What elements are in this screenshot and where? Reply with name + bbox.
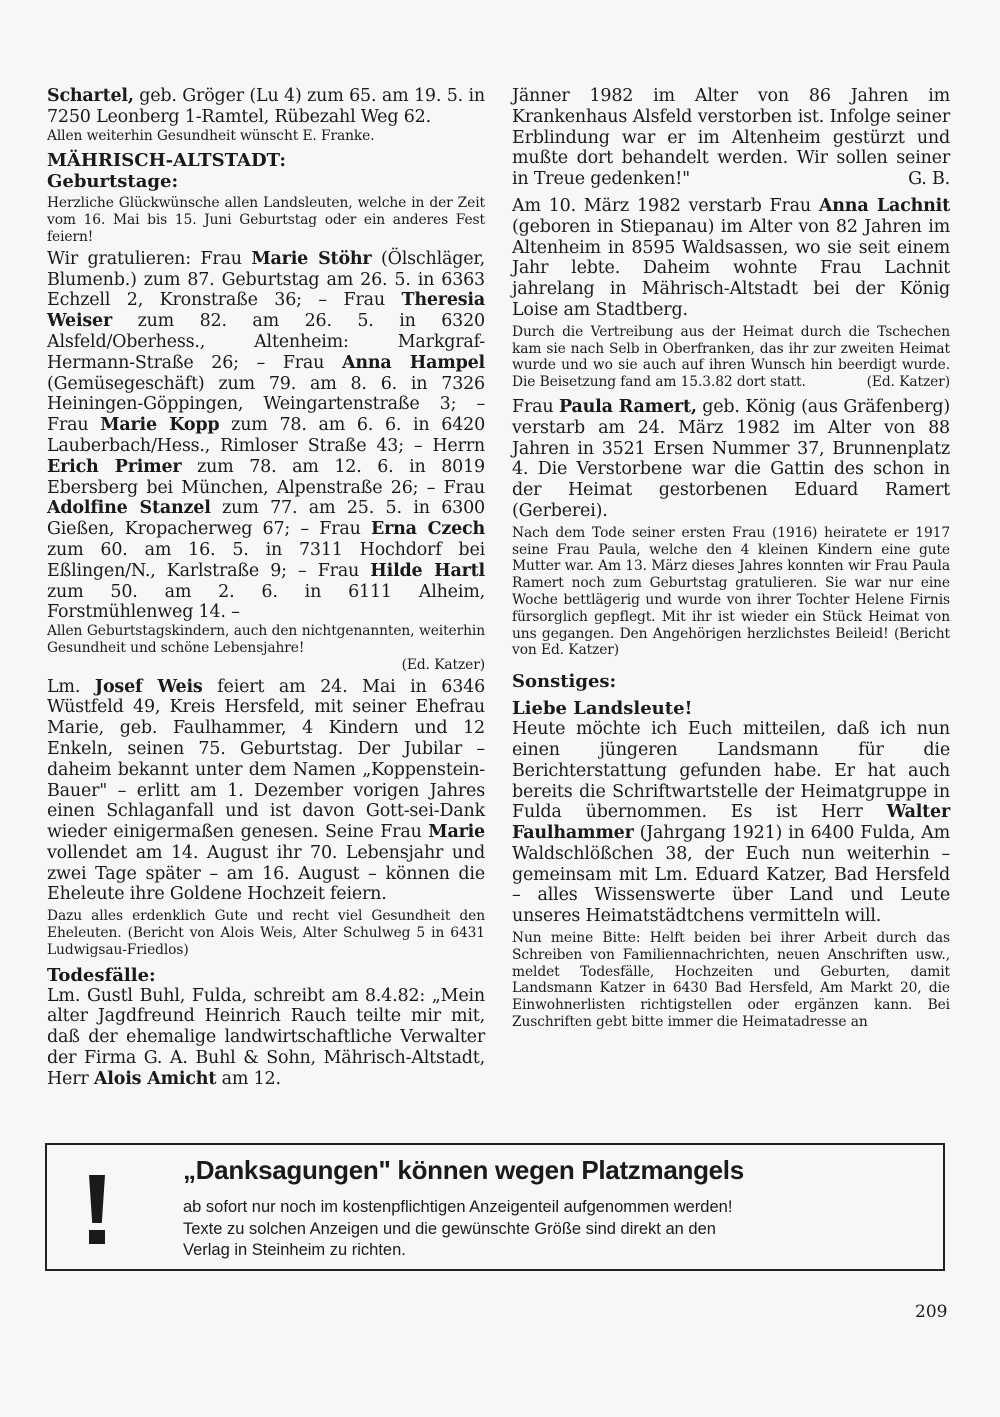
person-name: Alois Amicht bbox=[93, 1068, 217, 1089]
notice-box bbox=[45, 1143, 945, 1271]
deaths-heading: Todesfälle: bbox=[47, 964, 156, 986]
entry-text: (Jahrgang 1921) in 6400 Fulda, Am Waldschlößchen 38, der Euch nun weiterhin – gemeinsam mit Lm. Eduard Katzer, Bad Hersfeld – alles Wissenswerte über Land und Leute unseres Heimatstädtchens vermitteln will. bbox=[512, 823, 950, 927]
lachnit-entry bbox=[512, 196, 950, 321]
entry-text: geb. König (aus Gräfenberg) verstarb am 24. März 1982 im Alter von 88 Jahren in 3521 Ersen Nummer 37, Brunnenplatz 4. Die Verstorbene war die Gattin des schon in der Heimat gestorbenen Eduard Ramert (Gerberei). bbox=[512, 396, 950, 521]
entry-text: zum 78. am 6. 6. in 6420 Lauberbach/Hess., Rimloser Straße 43; – Herrn bbox=[47, 415, 486, 456]
entry-text: am 12. bbox=[216, 1068, 281, 1089]
entry-text: zum 82. am 26. 5. in 6320 Alsfeld/Oberhess., Altenheim: Markgraf-Hermann-Straße 26; – Frau bbox=[47, 311, 485, 373]
birthdays-closing-signature: (Ed. Katzer) bbox=[401, 656, 485, 673]
person-name: Anna Hampel bbox=[341, 352, 485, 373]
letter-body bbox=[512, 719, 950, 927]
intro-entry bbox=[47, 86, 485, 128]
entry-text: zum 50. am 2. 6. in 6111 Alheim, Forstmühlenweg 14. – bbox=[47, 581, 485, 623]
entry-text: feiert am 24. Mai in 6346 Wüstfeld 49, Kreis Hersfeld, mit seiner Ehefrau Marie, geb. Faulhammer, 4 Kindern und 12 Enkeln, seinen 75. Geburtstag. Der Jubilar – daheim bekannt unter dem Namen „Koppenstein-Bauer" – erlitt am 1. Dezember vorigen Jahres einen Schlaganfall und ist davon Gott-sei-Dank wieder einigermaßen genesen. Seine Frau bbox=[47, 676, 486, 843]
birthdays-list bbox=[47, 249, 485, 623]
entry-text: zum 78. am 12. 6. in 8019 Ebersberg bei München, Alpenstraße 26; – Frau bbox=[47, 456, 485, 498]
entry-text: (geboren in Stiepanau) im Alter von 82 Jahren im Altenheim in 8595 Waldsassen, wo sie seit einem Jahr lebte. Daheim wohnte Frau Lachnit jahrelang in Mährisch-Altstadt bei der König Loise am Stadtberg. bbox=[512, 216, 950, 320]
entry-text: vollendet am 14. August ihr 70. Lebensjahr und zwei Tage später – am 16. August – können die Eheleute ihre Goldene Hochzeit feiern. bbox=[47, 842, 485, 905]
entry-text: zum 77. am 25. 5. in 6300 Gießen, Kropacherweg 67; – Frau bbox=[47, 498, 485, 540]
notice-body bbox=[183, 1197, 732, 1262]
entry-text: (Gemüsegeschäft) zum 79. am 8. 6. in 7326 Heiningen-Göppingen, Weingartenstraße 3; – Frau bbox=[47, 373, 485, 436]
birthdays-intro: Herzliche Glückwünsche allen Landsleuten, welche in der Zeit vom 16. Mai bis 15. Juni Geburtstag oder ein anderes Fest feiern! bbox=[47, 195, 485, 245]
entry-text: Frau bbox=[512, 396, 559, 417]
entry-text: Lm. bbox=[47, 676, 95, 697]
person-name: Marie Stöhr bbox=[251, 248, 372, 269]
page-number: 209 bbox=[915, 1302, 948, 1322]
person-name: Erich Primer bbox=[47, 456, 182, 477]
entry-text: geb. Gröger (Lu 4) zum 65. am 19. 5. in 7250 Leonberg 1-Ramtel, Rübezahl Weg 62. bbox=[47, 86, 485, 127]
person-name: Theresia Weiser bbox=[47, 290, 485, 332]
person-name: Marie bbox=[428, 822, 485, 843]
person-name: Josef Weis bbox=[94, 676, 203, 697]
ramert-note: Nach dem Tode seiner ersten Frau (1916) heiratete er 1917 seine Frau Paula, welche den 4 kleinen Kindern eine gute Mutter war. Am 13. März dieses Jahres konnten wir Frau Paula Ramert noch zum Geburtstag gratulieren. Sie war nur eine Woche bettlägerig und wurde von ihrer Tochter Helene Firnis fürsorglich gepflegt. Mit ihr ist wieder ein Stück Heimat von uns gegangen. Den Angehörigen herzlichstes Beileid! (Bericht von Ed. Katzer) bbox=[512, 524, 950, 659]
letter-note: Nun meine Bitte: Helft beiden bei ihrer Arbeit durch das Schreiben von Familiennachrichten, neuen Anschriften usw., meldet Todesfälle, Hochzeiten und Geburten, damit Landsmann Katzer in 6430 Bad Hersfeld, Am Markt 20, die Einwohnerlisten richtigstellen oder ergänzen kann. Bei Zuschriften gebt bitte immer die Heimatadresse an bbox=[512, 930, 950, 1031]
closing-text: Allen Geburtstagskindern, auch den nichtgenannten, weiterhin Gesundheit und schöne Lebensjahre! bbox=[47, 623, 485, 656]
person-name: Erna Czech bbox=[370, 519, 486, 540]
entry-text: Am 10. März 1982 verstarb Frau bbox=[512, 195, 819, 216]
intro-note: Allen weiterhin Gesundheit wünscht E. Franke. bbox=[47, 127, 375, 144]
person-name: Anna Lachnit bbox=[818, 195, 950, 216]
birthdays-heading: Geburtstage: bbox=[47, 171, 179, 193]
entry-text: Heute möchte ich Euch mitteilen, daß ich nun einen jüngeren Landsmann für die Berichterstattung gefunden habe. Er hat auch bereits die Schriftwartstelle der Heimatgruppe in Fulda übernommen. Es ist Herr bbox=[512, 719, 950, 823]
person-name: Marie Kopp bbox=[100, 415, 220, 436]
entry-text: zum 60. am 16. 5. in 7311 Hochdorf bei Eßlingen/N., Karlstraße 9; – Frau bbox=[47, 539, 485, 581]
ramert-entry bbox=[512, 397, 950, 522]
person-name: Hilde Hartl bbox=[370, 560, 485, 581]
notice-line: ab sofort nur noch im kostenpflichtigen Anzeigenteil aufgenommen werden! bbox=[183, 1198, 733, 1216]
notice-line: Verlag in Steinheim zu richten. bbox=[183, 1241, 406, 1259]
misc-heading: Sonstiges: bbox=[512, 671, 617, 693]
section-title: MÄHRISCH-ALTSTADT: bbox=[47, 150, 287, 172]
entry-text: Wir gratulieren: Frau bbox=[47, 248, 252, 269]
person-name: Adolfine Stanzel bbox=[47, 498, 211, 519]
entry-text: (Ölschläger, Blumenb.) zum 87. Geburtstag am 26. 5. in 6363 Echzell 2, Kronstraße 36; – Frau bbox=[47, 248, 486, 311]
weis-entry bbox=[47, 677, 485, 906]
deaths-entry bbox=[47, 986, 485, 1090]
person-name: Walter Faulhammer bbox=[512, 802, 950, 844]
letter-heading: Liebe Landsleute! bbox=[512, 698, 693, 720]
weis-note: Dazu alles erdenklich Gute und recht viel Gesundheit den Eheleuten. (Bericht von Alois Weis, Alter Schulweg 5 in 6431 Ludwigsau-Friedlos) bbox=[47, 908, 485, 958]
exclamation-icon bbox=[87, 1175, 107, 1245]
birthdays-closing bbox=[47, 623, 485, 657]
continuation-signature: G. B. bbox=[908, 169, 950, 190]
left-column bbox=[47, 86, 485, 1090]
lachnit-note: Durch die Vertreibung aus der Heimat durch die Tschechen kam sie nach Selb in Oberfranken, das ihr zur zweiten Heimat wurde und wo sie auch auf ihren Wunsch hin beerdigt wurde. Die Beisetzung fand am 15.3.82 dort statt. bbox=[512, 323, 950, 391]
entry-text: Lm. Gustl Buhl, Fulda, schreibt am 8.4.82: „Mein alter Jagdfreund Heinrich Rauch teilte mir mit, daß der ehemalige landwirtschaftliche Verwalter der Firma G. A. Buhl & Sohn, Mährisch-Altstadt, Herr bbox=[47, 985, 485, 1089]
right-column bbox=[512, 86, 950, 1031]
notice-line: Texte zu solchen Anzeigen und die gewünschte Größe sind direkt an den bbox=[183, 1219, 716, 1238]
lachnit-note-signature: (Ed. Katzer) bbox=[866, 374, 950, 391]
entry-text: Jänner 1982 im Alter von 86 Jahren im Krankenhaus Alsfeld verstorben ist. Infolge seiner Erblindung war er im Altenheim gestürzt und mußte dort behandelt werden. Wir sollen seiner in Treue gedenken!" bbox=[512, 86, 950, 190]
person-name: Paula Ramert, bbox=[558, 396, 697, 417]
notice-title: „Danksagungen" können wegen Platzmangels bbox=[183, 1155, 744, 1185]
person-name: Schartel, bbox=[47, 86, 134, 106]
